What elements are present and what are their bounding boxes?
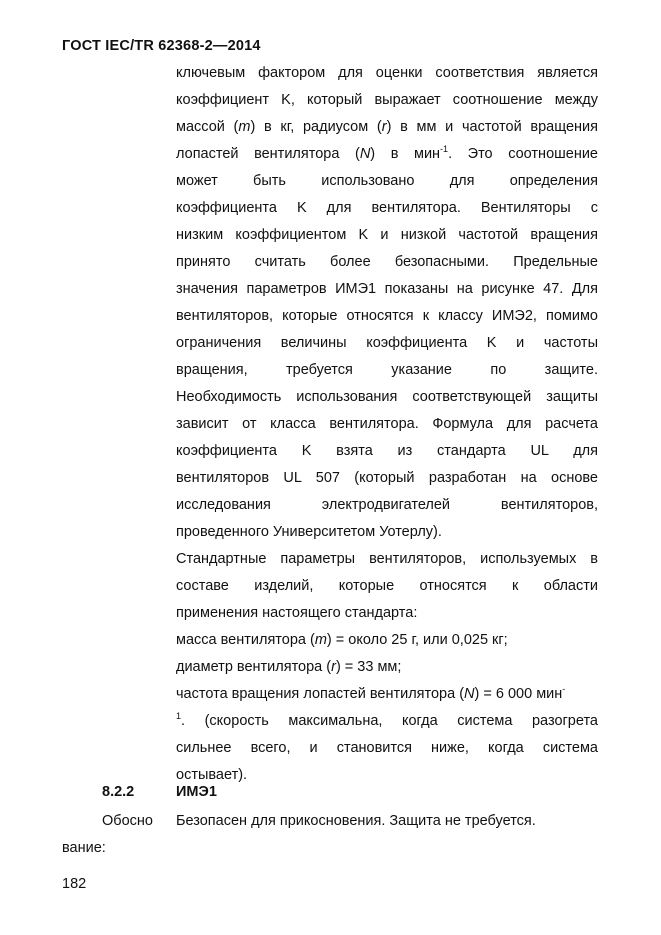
text-line: сильнее всего, и становится ниже, когда система <box>176 740 598 756</box>
text-line: Стандартные параметры вентиляторов, используемых в <box>176 551 598 567</box>
text-line: частота вращения лопастей вентилятора (N) = 6 000 мин- <box>176 684 566 702</box>
document-header: ГОСТ IEC/TR 62368-2—2014 <box>62 38 261 54</box>
text-line: диаметр вентилятора (r) = 33 мм; <box>176 659 402 675</box>
text-line: масса вентилятора (m) = около 25 г, или 0,025 кг; <box>176 632 508 648</box>
text-line: лопастей вентилятора (N) в мин$^{-1}$. Это соотношение <box>176 144 598 162</box>
text-line: ключевым фактором для оценки соответствия является <box>176 65 598 81</box>
text-line: может быть использовано для определения <box>176 173 598 189</box>
text-line: коэффициент K, который выражает соотношение между <box>176 92 598 108</box>
section-title: ИМЭ1 <box>176 784 217 800</box>
page-number: 182 <box>62 876 87 892</box>
text-line: $^1$. (скорость максимальна, когда система разогрета <box>176 711 598 729</box>
text-line: массой (m) в кг, радиусом (r) в мм и частотой вращения <box>176 119 598 135</box>
text-line: проведенного Университетом Уотерлу). <box>176 524 442 540</box>
reason-label: Обосно <box>102 813 153 829</box>
reason-text: Безопасен для прикосновения. Защита не требуется. <box>176 813 536 829</box>
text-line: коэффициента K для вентилятора. Вентиляторы с <box>176 200 598 216</box>
text-line: принято считать более безопасными. Предельные <box>176 254 598 270</box>
text-line: составе изделий, которые относятся к области <box>176 578 598 594</box>
section-number: 8.2.2 <box>102 784 135 800</box>
text-line: коэффициента K взята из стандарта UL для <box>176 443 598 459</box>
text-line: вентиляторов UL 507 (который разработан на основе <box>176 470 598 486</box>
text-line: Необходимость использования соответствующей защиты <box>176 389 598 405</box>
text-line: остывает). <box>176 767 248 783</box>
text-line: зависит от класса вентилятора. Формула для расчета <box>176 416 598 432</box>
text-line: низким коэффициентом K и низкой частотой вращения <box>176 227 598 243</box>
text-line: ограничения величины коэффициента K и частоты <box>176 335 598 351</box>
text-line: вращения, требуется указание по защите. <box>176 362 598 378</box>
reason-label-continued: вание: <box>62 840 106 856</box>
text-line: применения настоящего стандарта: <box>176 605 418 621</box>
body-text <box>176 60 598 789</box>
text-line: исследования электродвигателей вентиляторов, <box>176 497 598 513</box>
text-line: вентиляторов, которые относятся к классу ИМЭ2, помимо <box>176 308 598 324</box>
text-line: значения параметров ИМЭ1 показаны на рисунке 47. Для <box>176 281 598 297</box>
